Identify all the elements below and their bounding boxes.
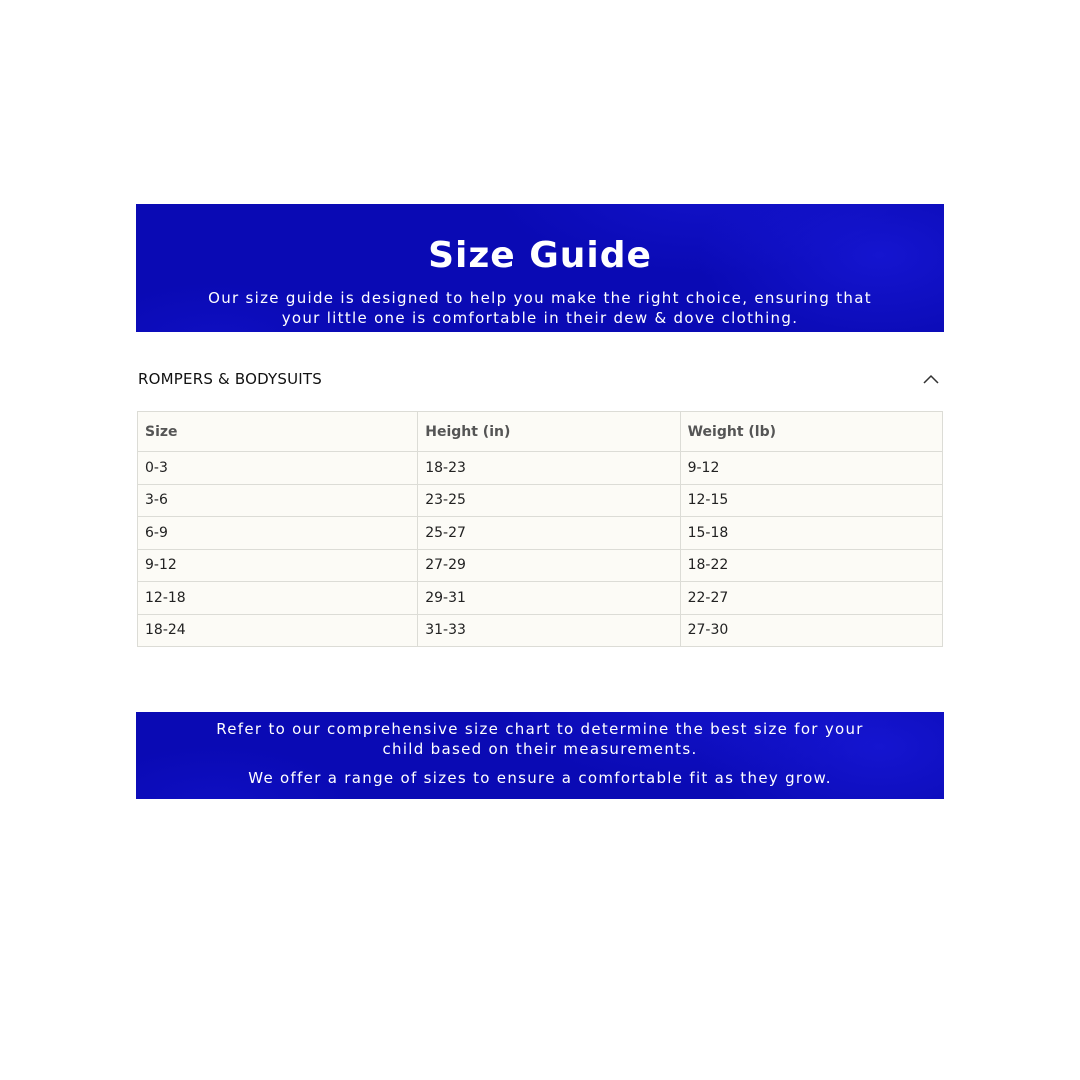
size-table xyxy=(137,411,943,647)
weight-cell: 18-22 xyxy=(680,549,942,582)
rompers-bodysuits-accordion-header[interactable] xyxy=(138,362,944,396)
height-cell: 23-25 xyxy=(418,484,680,517)
section-title: ROMPERS & BODYSUITS xyxy=(138,370,323,388)
weight-cell: 15-18 xyxy=(680,517,942,550)
table-row xyxy=(138,484,943,517)
size-cell: 3-6 xyxy=(138,484,418,517)
weight-cell: 12-15 xyxy=(680,484,942,517)
table-row xyxy=(138,452,943,485)
size-cell: 6-9 xyxy=(138,517,418,550)
height-cell: 25-27 xyxy=(418,517,680,550)
column-header-height: Height (in) xyxy=(418,412,680,452)
size-cell: 9-12 xyxy=(138,549,418,582)
size-cell: 12-18 xyxy=(138,582,418,615)
column-header-size: Size xyxy=(138,412,418,452)
page-subtitle: Our size guide is designed to help you make the right choice, ensuring that your little one is comfortable in their dew & dove clothing. xyxy=(208,289,872,327)
size-guide-footer-banner xyxy=(136,712,944,799)
footer-text-line-1: Refer to our comprehensive size chart to determine the best size for your child based on their measurements. xyxy=(216,720,864,758)
weight-cell: 9-12 xyxy=(680,452,942,485)
table-row xyxy=(138,614,943,647)
height-cell: 27-29 xyxy=(418,549,680,582)
table-row xyxy=(138,549,943,582)
page-title: Size Guide xyxy=(428,235,652,276)
size-guide-header-banner xyxy=(136,204,944,332)
column-header-weight: Weight (lb) xyxy=(680,412,942,452)
size-cell: 18-24 xyxy=(138,614,418,647)
height-cell: 18-23 xyxy=(418,452,680,485)
table-row xyxy=(138,582,943,615)
height-cell: 31-33 xyxy=(418,614,680,647)
size-cell: 0-3 xyxy=(138,452,418,485)
weight-cell: 22-27 xyxy=(680,582,942,615)
table-header-row xyxy=(138,412,943,452)
weight-cell: 27-30 xyxy=(680,614,942,647)
table-row xyxy=(138,517,943,550)
chevron-up-icon[interactable] xyxy=(920,368,942,390)
footer-text-line-2: We offer a range of sizes to ensure a comfortable fit as they grow. xyxy=(248,769,832,787)
height-cell: 29-31 xyxy=(418,582,680,615)
